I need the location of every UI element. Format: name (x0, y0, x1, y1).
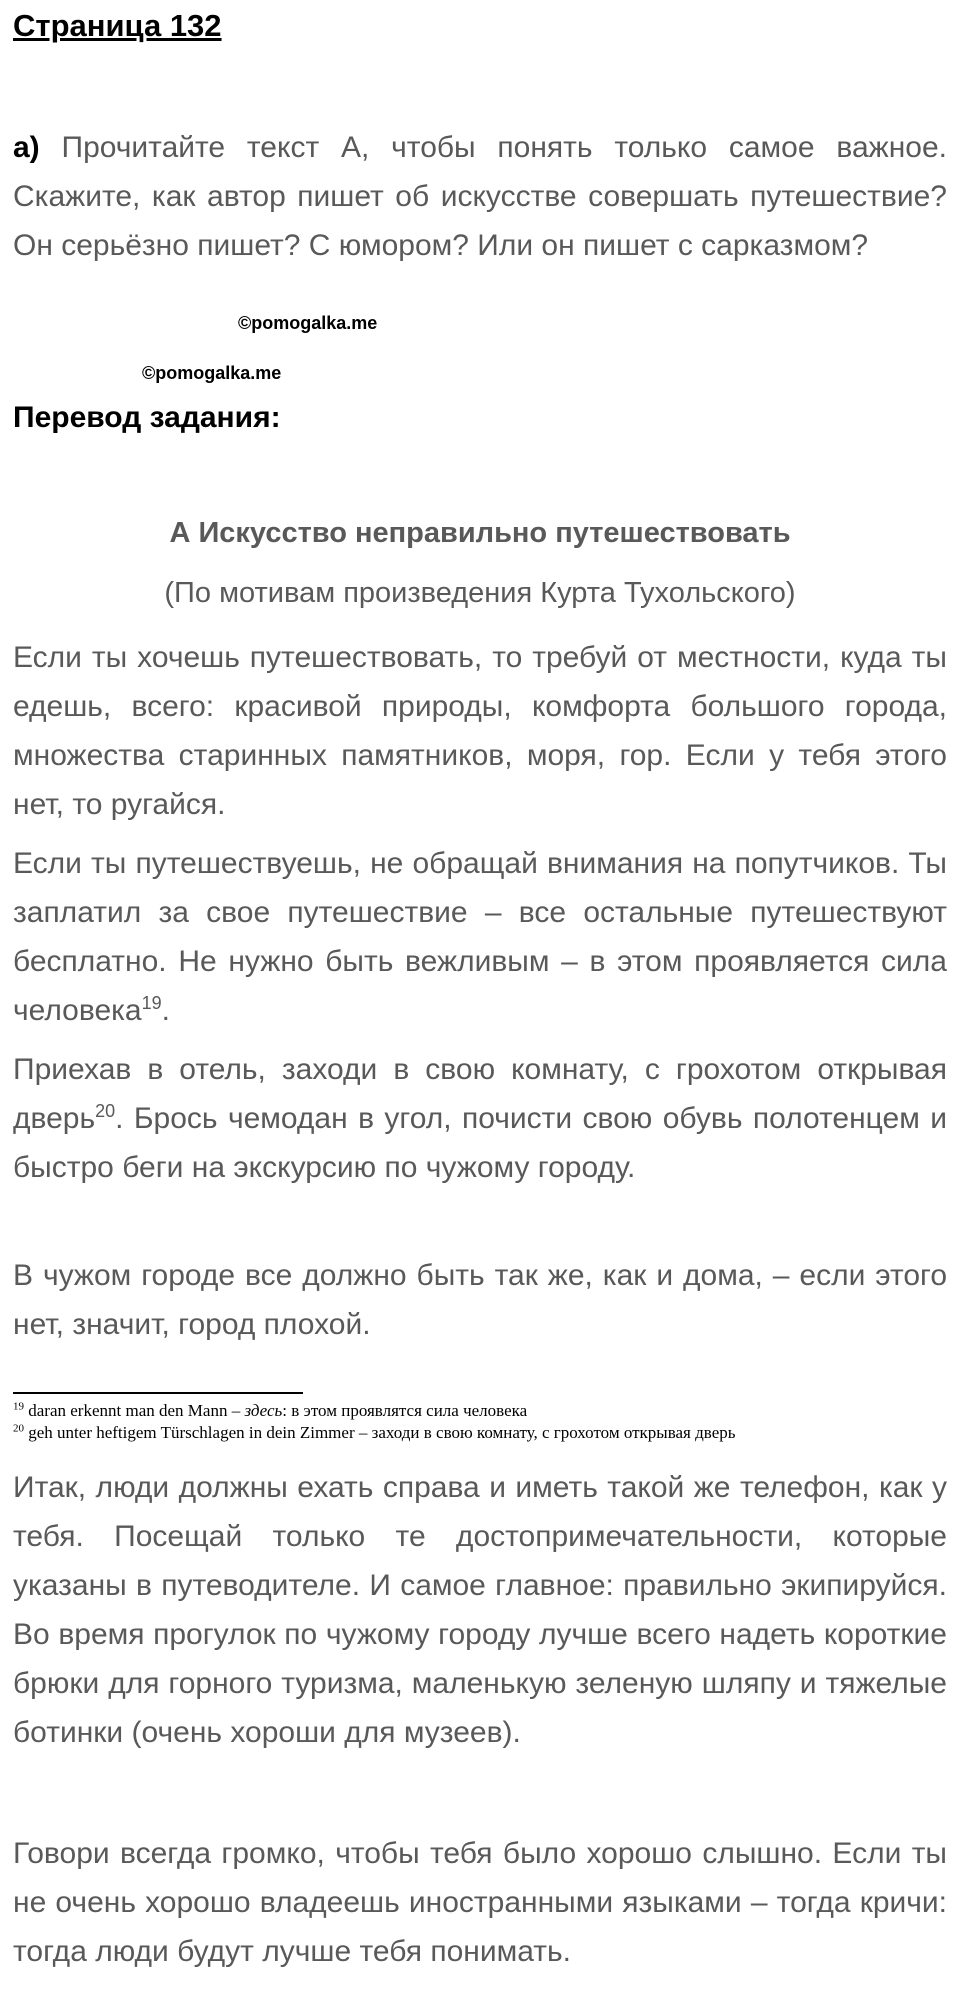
footnote-ref-20: 20 (95, 1101, 116, 1121)
task-letter: а) (13, 131, 40, 164)
paragraph-1: Если ты хочешь путешествовать, то требуй от местности, куда ты едешь, всего: красивой природы, комфорта большого города, множества старинных памятников, моря, гор. Если у тебя этого нет, то ругайся. (13, 641, 947, 821)
footnote-ref-19: 19 (141, 993, 162, 1013)
paragraph-3-end: . Брось чемодан в угол, почисти свою обувь полотенцем и быстро беги на экскурсию по чужому городу. (13, 1102, 947, 1184)
footnote-number: 19 (13, 1400, 24, 1413)
footnote-original: geh unter heftigem Türschlagen in dein Zimmer – (28, 1423, 372, 1442)
translation-heading: Перевод задания: (13, 401, 281, 434)
watermark: ©pomogalka.me (142, 363, 282, 383)
paragraph-4: В чужом городе все должно быть так же, как и дома, – если этого нет, значит, город плохой. (13, 1259, 947, 1341)
footnote-translation: : в этом проявлятся сила человека (282, 1401, 528, 1420)
paragraph-6: Говори всегда громко, чтобы тебя было хорошо слышно. Если ты не очень хорошо владеешь иностранными языками – тогда кричи: тогда люди будут лучше тебя понимать. (13, 1837, 947, 1968)
footnote-number: 20 (13, 1422, 24, 1435)
paragraph-3-text: Приехав в отель, заходи в свою комнату, с грохотом открывая дверь (13, 1053, 947, 1135)
footnote-original: daran erkennt man den Mann – (28, 1401, 245, 1420)
watermark: ©pomogalka.me (238, 313, 378, 333)
footnote-20 (13, 1422, 736, 1444)
paragraph-3 (13, 1045, 947, 1192)
task-block (13, 123, 947, 270)
page-title: Страница 132 (13, 8, 222, 43)
text-subtitle: (По мотивам произведения Курта Тухольского) (164, 577, 796, 609)
footnote-marker: здесь (244, 1401, 283, 1420)
footnote-19 (13, 1400, 527, 1422)
paragraph-2-text: Если ты путешествуешь, не обращай внимания на попутчиков. Ты заплатил за свое путешествие – все остальные путешествуют бесплатно. Не нужно быть вежливым – в этом проявляется сила человека (13, 847, 947, 1027)
task-text: Прочитайте текст А, чтобы понять только самое важное. Скажите, как автор пишет об искусстве совершать путешествие? Он серьёзно пишет? С юмором? Или он пишет с сарказмом? (13, 131, 947, 262)
footnote-translation: заходи в свою комнату, с грохотом открывая дверь (371, 1423, 736, 1442)
paragraph-2-end: . (161, 994, 170, 1027)
paragraph-5: Итак, люди должны ехать справа и иметь такой же телефон, как у тебя. Посещай только те достопримечательности, которые указаны в путеводителе. И самое главное: правильно экипируйся. Во время прогулок по чужому городу лучше всего надеть короткие брюки для горного туризма, маленькую зеленую шляпу и тяжелые ботинки (очень хороши для музеев). (13, 1471, 947, 1749)
paragraph-2 (13, 839, 947, 1035)
footnote-divider (13, 1392, 303, 1394)
text-title: А Искусство неправильно путешествовать (169, 517, 791, 549)
